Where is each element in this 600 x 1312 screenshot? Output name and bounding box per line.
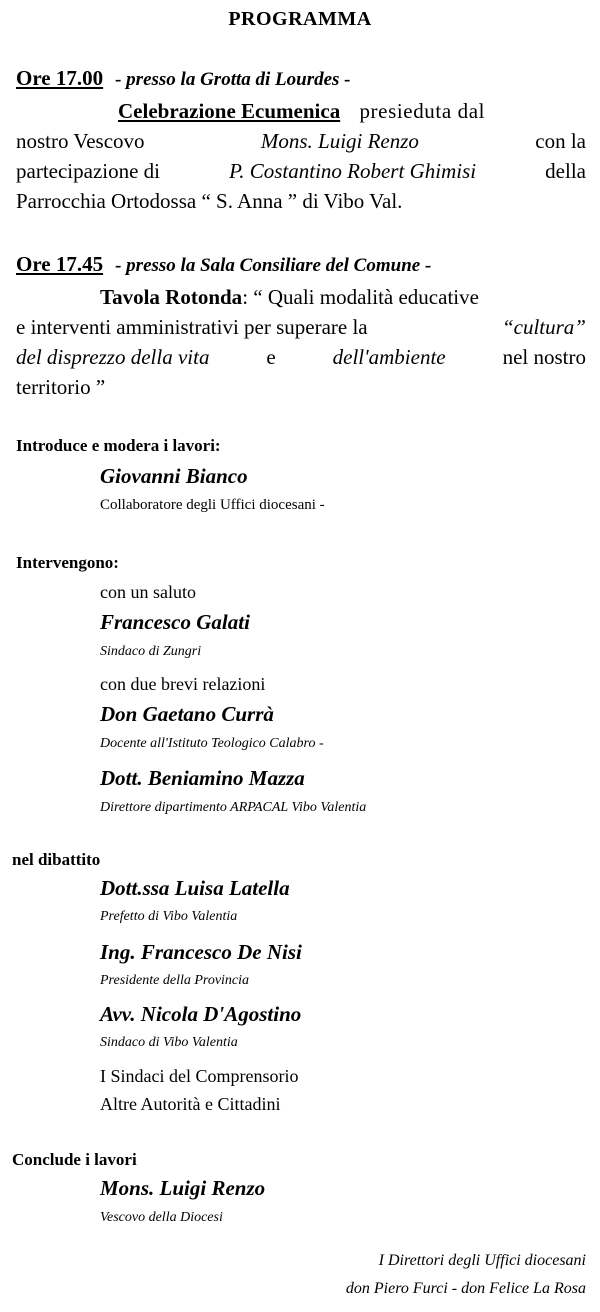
- event2-text: [16, 282, 586, 402]
- speaker1-name: Francesco Galati: [100, 610, 250, 634]
- moderator-name: Giovanni Bianco: [100, 464, 248, 488]
- debate2-role: Presidente della Provincia: [100, 973, 250, 988]
- event2-time: Ore 17.45: [16, 252, 104, 276]
- debate-others2: Altre Autorità e Cittadini: [100, 1094, 281, 1114]
- moderator-role: Collaboratore degli Uffici diocesani -: [100, 497, 325, 513]
- signature-line2: don Piero Furci - don Felice La Rosa: [345, 1280, 586, 1297]
- closing-role: Vescovo della Diocesi: [100, 1210, 223, 1225]
- speaker3-name: Dott. Beniamino Mazza: [100, 766, 305, 790]
- debate3-role: Sindaco di Vibo Valentia: [100, 1035, 238, 1050]
- speakers-heading: Intervengono:: [16, 553, 119, 572]
- closing-name: Mons. Luigi Renzo: [100, 1176, 266, 1200]
- event1-line4: Parrocchia Ortodossa “ S. Anna ” di Vibo Val.: [16, 189, 403, 213]
- speaker1-role: Sindaco di Zungri: [100, 644, 202, 659]
- event1-place: - presso la Grotta di Lourdes -: [115, 69, 351, 90]
- event1-line3: partecipazione di P. Costantino Robert Ghimisi della: [16, 159, 586, 183]
- event2-header: [16, 252, 431, 277]
- event1-time: Ore 17.00: [16, 66, 104, 90]
- speaker2-role: Docente all'Istituto Teologico Calabro -: [100, 736, 324, 751]
- event2-title: Tavola Rotonda: [100, 285, 243, 309]
- event1-text: [16, 96, 586, 216]
- debate-heading: nel dibattito: [12, 850, 101, 869]
- signature-line1: I Direttori degli Uffici diocesani: [378, 1252, 586, 1269]
- event1-header: [16, 66, 351, 91]
- event1-line2: nostro Vescovo Mons. Luigi Renzo con la: [16, 129, 586, 153]
- debate1-name: Dott.ssa Luisa Latella: [100, 876, 290, 900]
- closing-heading: Conclude i lavori: [12, 1150, 137, 1169]
- debate3-name: Avv. Nicola D'Agostino: [100, 1002, 302, 1026]
- event2-line1: Tavola Rotonda: “ Quali modalità educative: [100, 285, 479, 309]
- speaker3-role: Direttore dipartimento ARPACAL Vibo Valentia: [100, 800, 367, 815]
- speakers-intro1: con un saluto: [100, 582, 196, 602]
- speaker2-name: Don Gaetano Currà: [100, 702, 274, 726]
- speakers-intro2: con due brevi relazioni: [100, 674, 266, 694]
- moderator-heading: Introduce e modera i lavori:: [16, 436, 221, 455]
- event2-line2: e interventi amministrativi per superare la “cultura”: [16, 315, 586, 339]
- page-title: PROGRAMMA: [228, 8, 372, 30]
- debate-others1: I Sindaci del Comprensorio: [100, 1066, 299, 1086]
- debate1-role: Prefetto di Vibo Valentia: [100, 909, 238, 924]
- event2-line4: territorio ”: [16, 375, 106, 399]
- event2-line3: del disprezzo della vita e dell'ambiente nel nostro: [16, 345, 586, 369]
- event2-place: - presso la Sala Consiliare del Comune -: [115, 255, 432, 276]
- event1-line1: Celebrazione Ecumenica presieduta dal: [118, 99, 486, 123]
- event1-title: Celebrazione Ecumenica: [118, 99, 341, 123]
- debate2-name: Ing. Francesco De Nisi: [100, 940, 302, 964]
